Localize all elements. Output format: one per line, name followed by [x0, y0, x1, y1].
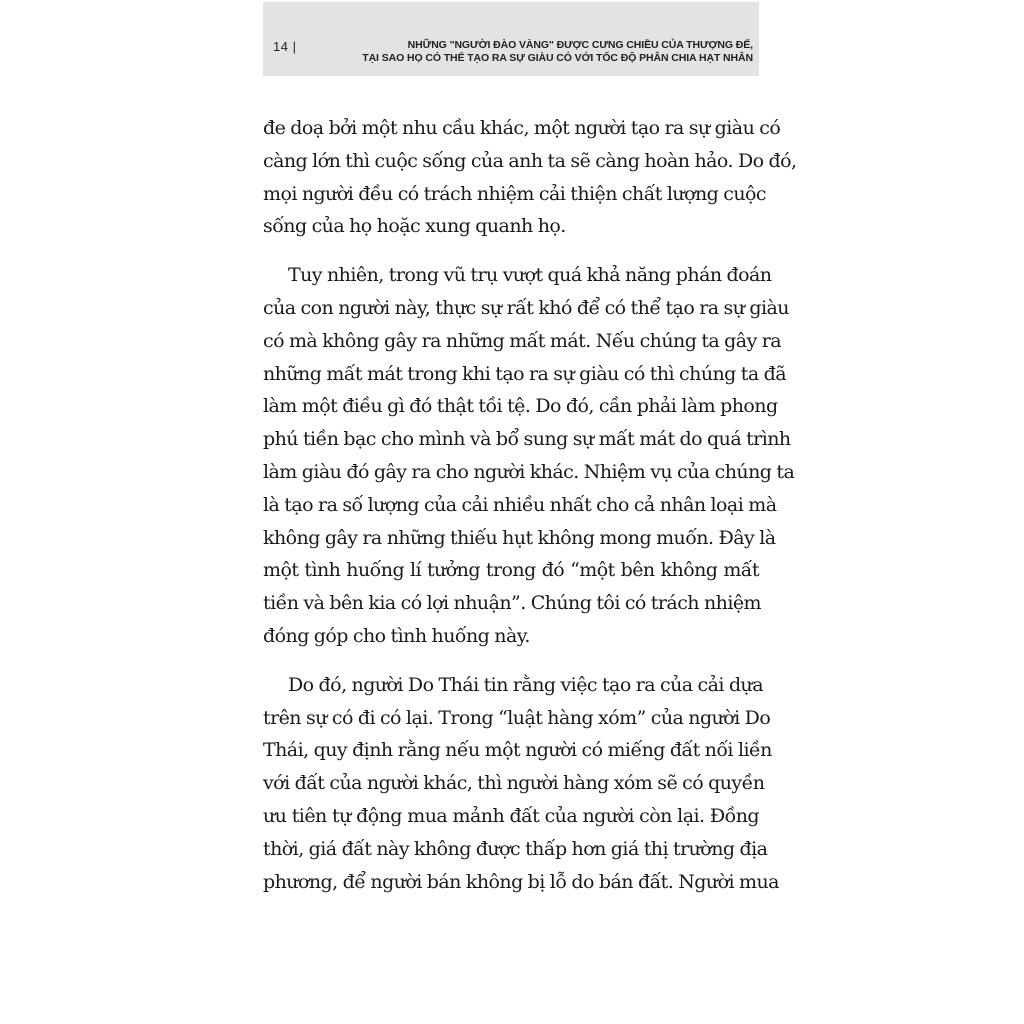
text-line: một tình huống lí tưởng trong đó “một bên không mất: [263, 559, 759, 582]
text-line: trên sự có đi có lại. Trong “luật hàng xóm” của người Do: [263, 706, 771, 729]
text-line: làm một điều gì đó thật tồi tệ. Do đó, cần phải làm phong: [263, 395, 778, 418]
body-text: [263, 112, 797, 898]
running-header: [263, 2, 759, 76]
text-line: với đất của người khác, thì người hàng xóm sẽ có quyền: [263, 772, 765, 795]
text-line: Tuy nhiên, trong vũ trụ vượt quá khả năng phán đoán: [288, 264, 772, 287]
text-line: Thái, quy định rằng nếu một người có miếng đất nối liền: [263, 739, 772, 762]
text-line: của con người này, thực sự rất khó để có thể tạo ra sự giàu: [263, 296, 789, 319]
text-line: đe doạ bởi một nhu cầu khác, một người tạo ra sự giàu có: [263, 117, 781, 139]
text-line: tiền và bên kia có lợi nhuận”. Chúng tôi có trách nhiệm: [263, 592, 762, 615]
paragraph: [263, 669, 779, 899]
running-title-line-1: NHỮNG "NGƯỜI ĐÀO VÀNG" ĐƯỢC CƯNG CHIỀU CỦA THƯỢNG ĐẾ,: [407, 39, 753, 51]
text-line: càng lớn thì cuộc sống của anh ta sẽ càng hoàn hảo. Do đó,: [263, 149, 797, 172]
text-line: Do đó, người Do Thái tin rằng việc tạo ra của cải dựa: [288, 673, 764, 696]
text-line: ưu tiên tự động mua mảnh đất của người còn lại. Đồng: [263, 804, 759, 827]
paragraph: [263, 259, 795, 653]
page-number: 14 |: [273, 39, 297, 54]
text-line: sống của họ hoặc xung quanh họ.: [263, 215, 566, 238]
running-title: [353, 39, 753, 65]
text-line: là tạo ra số lượng của cải nhiều nhất cho cả nhân loại mà: [263, 493, 777, 516]
text-line: làm giàu đó gây ra cho người khác. Nhiệm vụ của chúng ta: [263, 460, 795, 483]
text-line: thời, giá đất này không được thấp hơn giá thị trường địa: [263, 837, 768, 860]
text-line: những mất mát trong khi tạo ra sự giàu có thì chúng ta đã: [263, 362, 787, 385]
text-line: đóng góp cho tình huống này.: [263, 624, 530, 647]
text-line: phương, để người bán không bị lỗ do bán đất. Người mua: [263, 870, 779, 893]
text-line: có mà không gây ra những mất mát. Nếu chúng ta gây ra: [263, 329, 782, 352]
paragraph: [263, 112, 797, 243]
text-line: phú tiền bạc cho mình và bổ sung sự mất mát do quá trình: [263, 428, 791, 451]
text-line: không gây ra những thiếu hụt không mong muốn. Đây là: [263, 526, 776, 549]
running-title-line-2: TẠI SAO HỌ CÓ THỂ TẠO RA SỰ GIÀU CÓ VỚI TỐC ĐỘ PHÂN CHIA HẠT NHÂN: [362, 52, 753, 64]
text-line: mọi người đều có trách nhiệm cải thiện chất lượng cuộc: [263, 182, 767, 205]
